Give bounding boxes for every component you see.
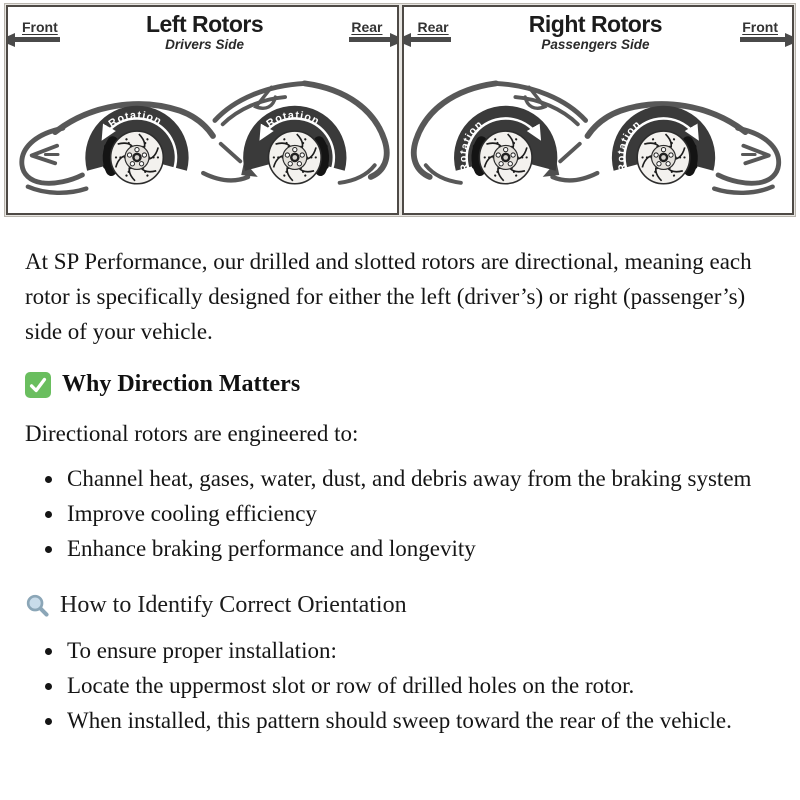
- svg-text:Rotation: Rotation: [264, 109, 322, 131]
- check-mark-icon: [25, 372, 51, 398]
- heading-why-direction-matters: [25, 371, 770, 398]
- benefits-list: [25, 461, 770, 566]
- list-item: • To ensure proper installation:: [65, 633, 770, 668]
- article-body: [0, 217, 800, 738]
- svg-text:Rotation: Rotation: [614, 118, 643, 173]
- arrow-left-icon: [6, 33, 15, 47]
- panel-left-header: [8, 9, 397, 52]
- heading-identify-orientation: [25, 592, 770, 619]
- installation-steps-list: [25, 633, 770, 738]
- heading-text: How to Identify Correct Orientation: [60, 592, 407, 618]
- list-item: • Improve cooling efficiency: [65, 496, 770, 531]
- panel-right-header: [404, 9, 793, 52]
- front-label: Front: [22, 19, 58, 35]
- arrow-tail: [410, 37, 451, 42]
- svg-text:Rotation: Rotation: [106, 109, 164, 131]
- panel-subtitle: Drivers Side: [165, 37, 244, 53]
- panel-left-rotors: [6, 5, 399, 215]
- rear-direction-arrow: [349, 17, 384, 44]
- svg-text:Rotation: Rotation: [457, 118, 486, 173]
- arrow-right-icon: [390, 33, 399, 47]
- front-label: Front: [742, 19, 778, 35]
- arrow-tail: [740, 37, 786, 42]
- list-item: • Locate the uppermost slot or row of drilled holes on the rotor.: [65, 668, 770, 703]
- intro-paragraph: At SP Performance, our drilled and slotted rotors are directional, meaning each rotor is specifically designed for either the left (driver’s) or right (passenger’s) side of your vehicle.: [25, 249, 752, 344]
- panel-left-titles: [60, 12, 350, 52]
- arrow-tail: [14, 37, 60, 42]
- panel-subtitle: Passengers Side: [541, 37, 650, 53]
- list-item: • When installed, this pattern should sweep toward the rear of the vehicle.: [65, 703, 770, 738]
- car-illustration-left-side: [8, 60, 397, 212]
- front-direction-arrow: [20, 17, 60, 44]
- front-direction-arrow: [740, 17, 780, 44]
- rear-label: Rear: [351, 19, 383, 35]
- arrow-left-icon: [402, 33, 411, 47]
- magnifying-glass-icon: [25, 593, 50, 618]
- car-illustration-right-side: [404, 60, 793, 212]
- panel-title: Right Rotors: [528, 11, 663, 37]
- panel-right-rotors: [402, 5, 795, 215]
- list-item: • Channel heat, gases, water, dust, and debris away from the braking system: [65, 461, 770, 496]
- arrow-tail: [349, 37, 390, 42]
- rear-direction-arrow: [416, 17, 451, 44]
- rear-label: Rear: [417, 19, 449, 35]
- lead-paragraph: Directional rotors are engineered to:: [25, 421, 359, 446]
- panel-title: Left Rotors: [145, 11, 264, 37]
- heading-text: Why Direction Matters: [62, 371, 301, 397]
- arrow-right-icon: [785, 33, 794, 47]
- list-item: • Enhance braking performance and longevity: [65, 531, 770, 566]
- panel-right-titles: [451, 12, 741, 52]
- rotor-direction-diagram: [4, 3, 796, 217]
